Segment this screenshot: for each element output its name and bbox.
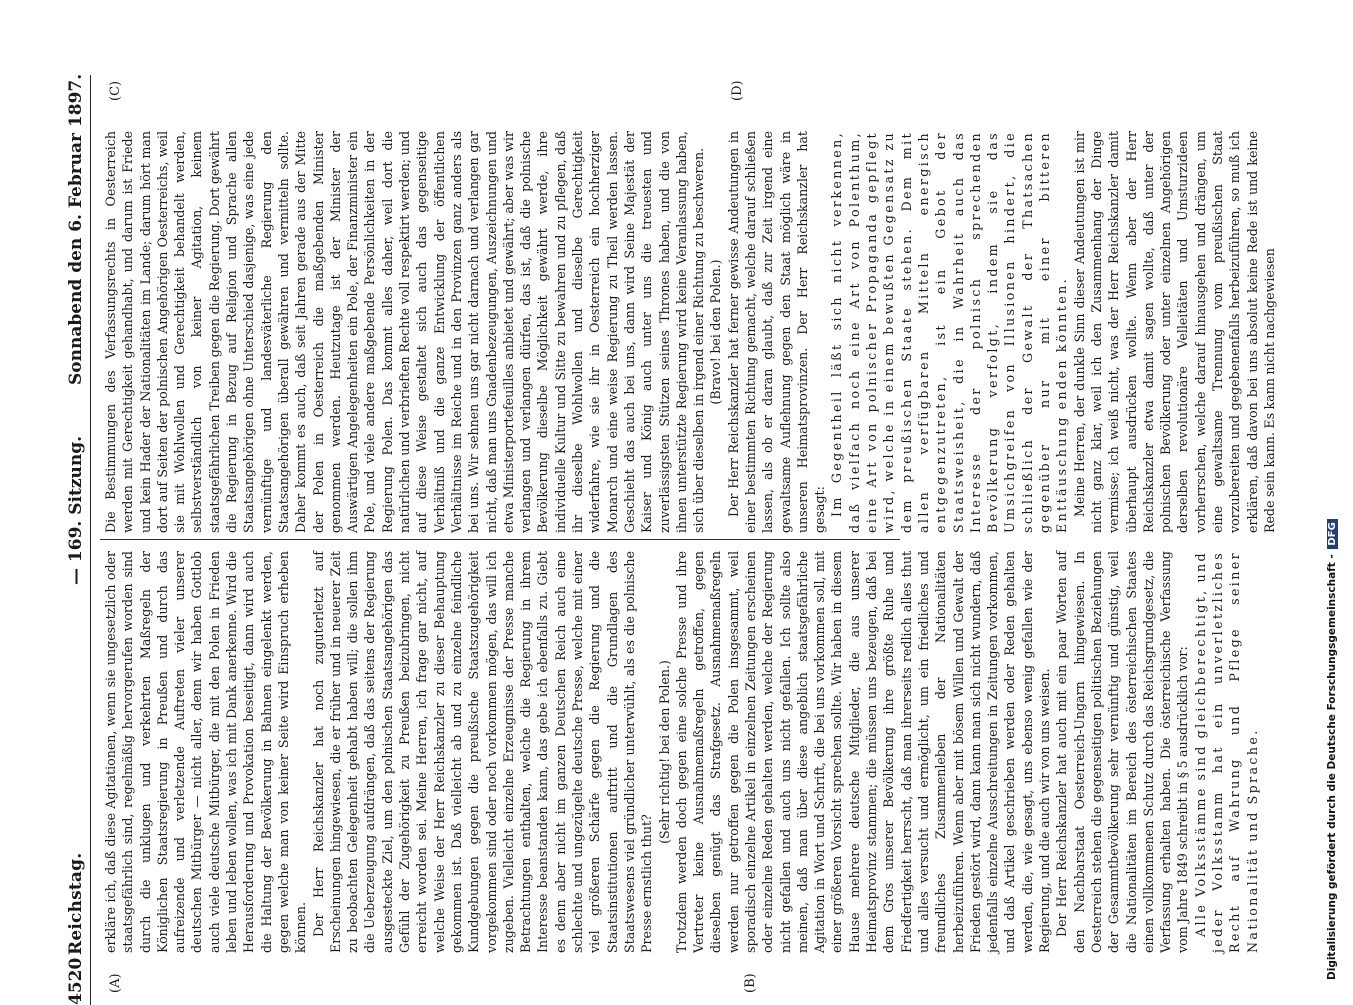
credit-text: Digitalisierung gefördert durch die Deutsche Forschungsgemeinschaft - bbox=[1326, 554, 1338, 980]
dfg-logo: DFG bbox=[1327, 519, 1338, 548]
column-divider bbox=[100, 539, 900, 540]
left-text-column bbox=[102, 551, 1261, 953]
quoted-law-text: Alle Volksstämme sind gleichberechtigt, und jeder Volksstamm hat ein unverletzliches Recht auf Wahrung und Pflege seiner Nationalität und Sprache. bbox=[1192, 551, 1260, 953]
page-number: 4520 bbox=[66, 957, 86, 1005]
margin-letter-a: (A) bbox=[108, 973, 123, 993]
margin-letter-d: (D) bbox=[730, 80, 745, 101]
margin-letter-b: (B) bbox=[743, 973, 758, 993]
paragraph: Trotzdem werden doch gegen eine solche Presse und ihre Vertreter keine Ausnahmemaßregeln getroffen, gegen dieselben genügt das Strafgesetz. Ausnahmemaßregeln werden nur getroffen gegen die Polen insgesammt, weil sporadisch einzelne Artikel in einzelnen Zeitungen erscheinen oder einzelne Reden gehalten werden, welche der Regierung nicht gefallen und auch uns nicht gefallen. Ich sollte also meinen, daß man über diese angeblich staatsgefährliche Agitation in Wort und Schrift, die bei uns vorkommen soll, mit einer größeren Vorsicht sprechen sollte. Wir haben in diesem Hause mehrere deutsche Mitglieder, die aus unserer Heimatsprovinz stammen; die müssen uns bezeugen, daß bei dem Gros unserer Bevölkerung ihre größte Ruhe und Friedfertigkeit herrscht, daß man ihrerseits redlich alles thut und alles versucht und ermöglicht, um ein friedliches und freundliches Zusammenleben der Nationalitäten herbeizuführen. Wenn aber mit bösem Willen und Gewalt der Frieden gestört wird, dann kann man sich nicht wundern, daß jedenfalls einzelne Ausschreitungen in Zeitungen vorkommen, und daß Artikel geschrieben werden oder Reden gehalten werden, die, wie gesagt, uns ebenso wenig gefallen wie der Regierung, und die auch wir von uns weisen. bbox=[673, 551, 1053, 953]
page-header bbox=[64, 75, 91, 1005]
right-text-column bbox=[102, 131, 1278, 533]
paragraph: Meine Herren, der dunkle Sinn dieser Andeutungen ist mir nicht ganz klar, weil ich den Zusammenhang der Dinge vermisse; ich weiß nicht, was der Herr Reichskanzler damit überhaupt ausdrücken wollte. Wenn aber der Herr Reichskanzler etwa damit sagen wollte, daß unter der polnischen Bevölkerung oder unter einzelnen Angehörigen derselben revolutionäre Velleitäten und Umsturzideen vorherrschen, welche darauf hinausgehen und drängen, um eine gewaltsame Trennung vom preußischen Staat vorzubereiten und gegebenenfalls herbeizuführen, so muß ich erklären, daß davon bei uns absolut keine Rede ist und keine Rede sein kann. Es kann nicht nachgewiesen bbox=[1071, 131, 1277, 533]
interjection: (Sehr richtig! bei den Polen.) bbox=[656, 660, 672, 844]
paragraph: Der Herr Reichskanzler hat ferner gewisse Andeutungen in einer bestimmten Richtung gemacht, welche darauf schließen lassen, als ob er daran glaubt, daß zur Zeit irgend eine gewaltsame Auflehnung gegen den Staat möglich wäre in unseren Heimatsprovinzen. Der Herr Reichskanzler hat gesagt: bbox=[725, 131, 828, 533]
paragraph: erkläre ich, daß diese Agitationen, wenn sie ungesetzlich oder staatsgefährlich sind, regelmäßig hervorgerufen worden sind durch die unklugen und verkehrten Maßregeln der Königlichen Staatsregierung in Preußen und durch das aufreizende und verletzende Auftreten vieler unserer deutschen Mitbürger — nicht aller, denn wir haben Gottlob auch viele deutsche Mitbürger, die mit den Polen in Frieden leben und leben wollen, was ich mit Dank anerkenne. Wird die Herausforderung und Provokation beseitigt, dann wird auch die Haltung der Bevölkerung in Bahnen eingelenkt werden, gegen welche man von keiner Seite wird Einspruch erheben können. bbox=[103, 551, 309, 953]
digitization-credit bbox=[1326, 519, 1338, 980]
paragraph: Der Herr Reichskanzler hat auch mit ein paar Worten auf den Nachbarstaat Oesterreich-Ungarn hingewiesen. In Oesterreich stehen die gegenseitigen politischen Beziehungen der Gesammtbevölkerung sehr vernünftig und günstig, weil die Nationalitäten im Bereich des österreichischen Staates einen vollkommenen Schutz durch das Reichsgrundgesetz, die Verfassung erhalten haben. Die österreichische Verfassung vom Jahre 1849 schreibt in § 5 ausdrücklich vor: bbox=[1054, 551, 1191, 953]
document-page bbox=[50, 75, 1345, 1005]
margin-letter-c: (C) bbox=[108, 80, 123, 101]
running-title: Reichstag. bbox=[66, 852, 86, 955]
interjection: (Bravo! bei den Polen.) bbox=[708, 259, 724, 405]
quoted-passage: Im Gegentheil läßt sich nicht verkennen, daß vielfach noch eine Art von Polenthum, eine Art von polnischer Propaganda gepflegt wird, welche in einem bewußten Gegensatz zu dem preußischen Staate stehen. Dem mit allen verfügbaren Mitteln energisch entgegenzutreten, ist ein Gebot der Staatsweisheit, die in Wahrheit auch das Interesse der polnisch sprechenden Bevölkerung verfolgt, indem sie das Umsichgreifen von Illusionen hindert, die schließlich der Gewalt der Thatsachen gegenüber nur mit einer bitteren Enttäuschung enden könnten. bbox=[829, 131, 1070, 533]
paragraph: Die Bestimmungen des Verfassungsrechts in Oesterreich werden mit Gerechtigkeit gehandhabt, und darum ist Friede und kein Hader der Nationalitäten im Lande; darum hört man dort auf Seiten der polnischen Angehörigen Oesterreichs, weil sie mit Wohlwollen und Gerechtigkeit behandelt werden, selbstverständlich von keiner Agitation, keinem staatsgefährlichen Treiben gegen die Regierung. Dort gewährt die Regierung in Bezug auf Religion und Sprache allen Staatsangehörigen ohne Unterschied dasjenige, was eine jede vernünftige und landesväterliche Regierung den Staatsangehörigen überall gewähren und vermitteln sollte. Daher kommt es auch, daß seit Jahren gerade aus der Mitte der Polen in Oesterreich die maßgebenden Minister genommen werden. Heutzutage ist der Minister der Auswärtigen Angelegenheiten ein Pole, der Finanzminister ein Pole, und viele andere maßgebende Persönlichkeiten in der Regierung Polen. Das kommt alles daher, weil dort die natürlichen und verbrieften Rechte voll respektirt werden; und auf diese Weise gestaltet sich auch das gegenseitige Verhältniß und die ganze Entwicklung der öffentlichen Verhältnisse im Reiche und in den Provinzen ganz anders als bei uns. Wir sehnen uns gar nicht darnach und verlangen gar nicht, daß man uns Gnadenbezeugungen, Auszeichnungen und etwa Ministerportefeuilles anbietet und gewährt; aber was wir verlangen und verlangen dürfen, das ist, daß die polnische Bevölkerung dieselbe Möglichkeit gewährt werde, ihre individuelle Kultur und Sitte zu bewahren und zu pflegen, daß ihr dieselbe Wohlwollen und dieselbe Gerechtigkeit widerfahre, wie sie ihr in Oesterreich ein hochherziger Monarch und eine weise Regierung zu Theil werden lassen. Geschieht das auch bei uns, dann wird Seine Majestät der Kaiser und König auch unter uns die treuesten und zuverlässigsten Stützen seines Thrones haben, und die von ihnen unterstützte Regierung wird keine Veranlassung haben, sich über dieselben in irgend einer Richtung zu beschweren. bbox=[103, 131, 707, 533]
session-info: — 169. Sitzung. bbox=[66, 435, 86, 585]
session-date: Sonnabend den 6. Februar 1897. bbox=[66, 73, 86, 385]
paragraph: Der Herr Reichskanzler hat noch zuguterletzt auf Erscheinungen hingewiesen, die er früher und in neuerer Zeit zu beobachten Gelegenheit gehabt haben will; die sollen ihm die Ueberzeugung aufdrängen, daß das seitens der Regierung ausgesteckte Ziel, um den polnischen Staatsangehörigen das Gefühl der Zugehörigkeit zu Preußen beizubringen, nicht erreicht worden sei. Meine Herren, ich frage gar nicht, auf welche Weise der Herr Reichskanzler zu dieser Behauptung gekommen ist. Daß vielleicht ab und zu einzelne feindliche Kundgebungen gegen die preußische Staatszugehörigkeit vorgekommen sind oder noch vorkommen mögen, das will ich zugeben. Vielleicht einzelne Erzeugnisse der Presse manche Betrachtungen enthalten, welche die Regierung in ihrem Interesse beanstanden kann, das gebe ich ebenfalls zu. Giebt es denn aber nicht im ganzen Deutschen Reich auch eine schlechte und ungezügelte deutsche Presse, welche mit einer viel größeren Schärfe gegen die Regierung und die Staatsinstitutionen auftritt und die Grundlagen des Staatswesens viel gründlicher unterwühlt, als es die polnische Presse ernstlich thut? bbox=[310, 551, 655, 953]
